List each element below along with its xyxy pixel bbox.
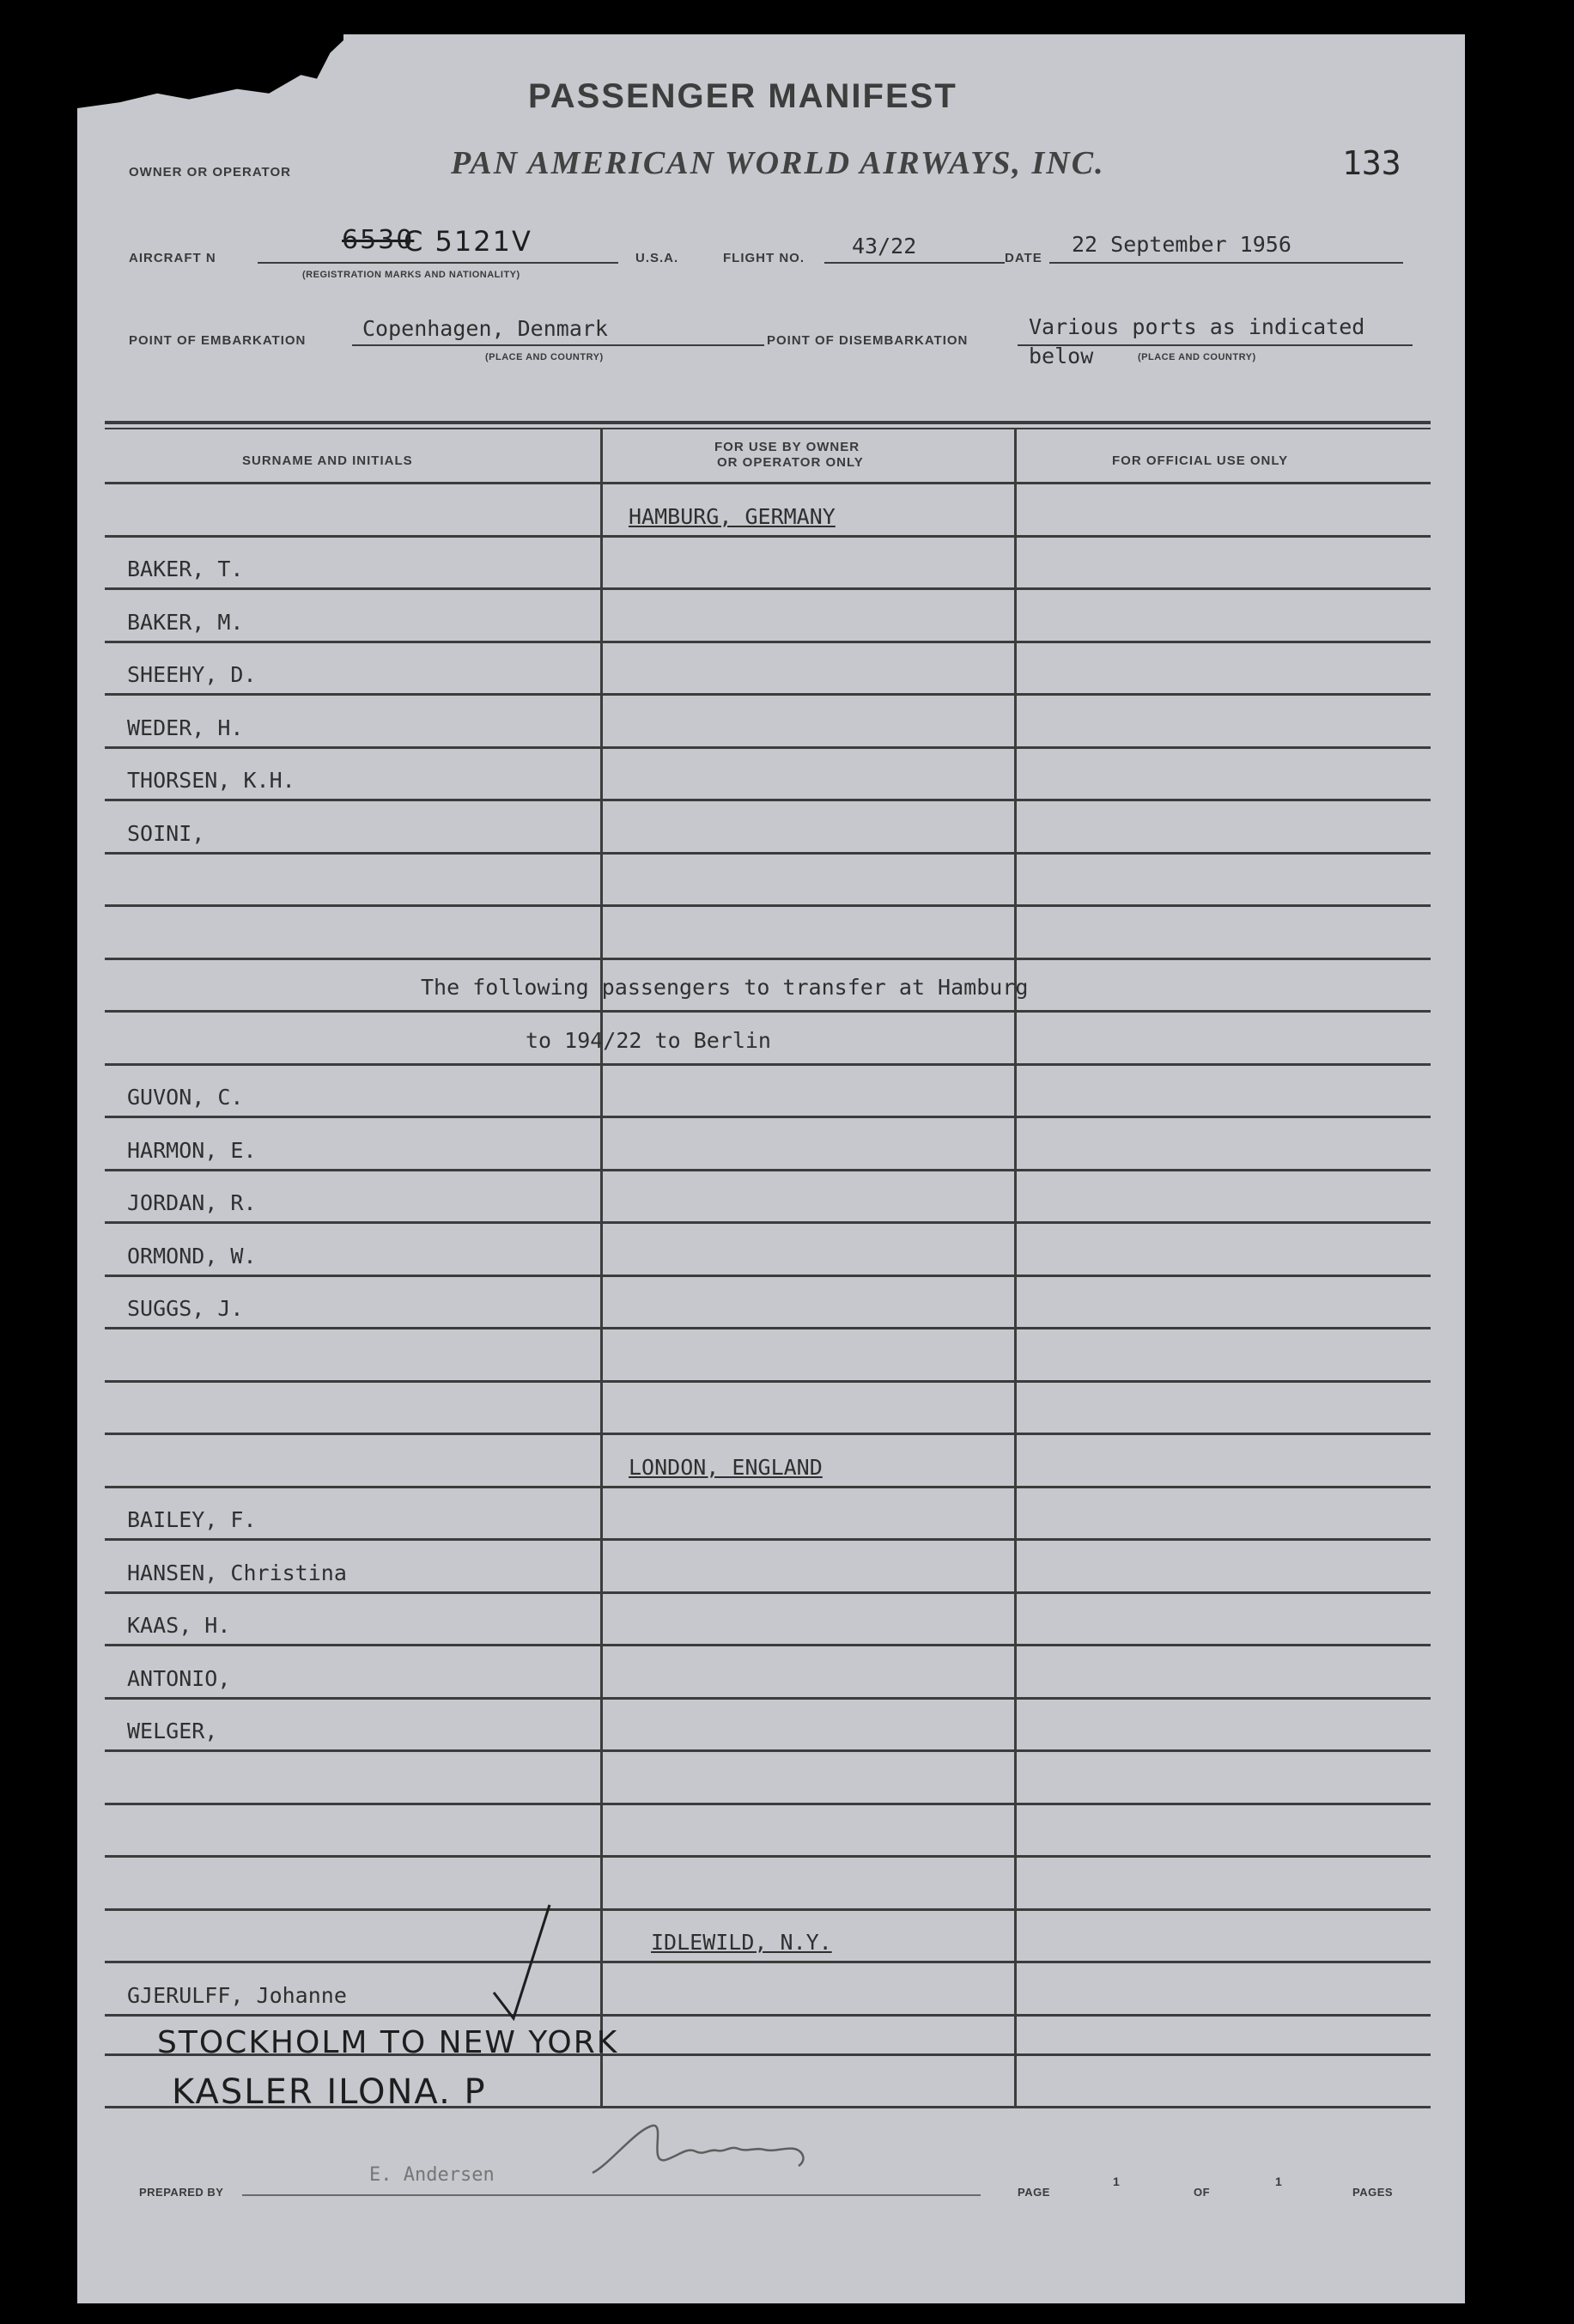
passenger-name: BAKER, T. [127, 557, 244, 581]
handwritten-passenger: KASLER ILONA. P [172, 2072, 487, 2112]
passenger-name: WELGER, [127, 1719, 218, 1743]
page-label: PAGE [1018, 2186, 1050, 2199]
passenger-name: ORMOND, W. [127, 1244, 257, 1268]
row-rule [105, 1221, 1431, 1224]
usa-label: U.S.A. [635, 251, 679, 265]
column-header-surname: SURNAME AND INITIALS [242, 453, 413, 468]
row-rule [105, 1908, 1431, 1911]
of-label: OF [1194, 2186, 1211, 2199]
row-rule [105, 2014, 1431, 2017]
row-rule [105, 1275, 1431, 1277]
passenger-name: HANSEN, Christina [127, 1560, 347, 1585]
row-rule [105, 535, 1431, 538]
passenger-name: SUGGS, J. [127, 1296, 244, 1321]
row-rule [105, 799, 1431, 801]
passenger-name: GUVON, C. [127, 1085, 244, 1110]
of-value: 1 [1275, 2175, 1283, 2188]
flight-number: 43/22 [852, 234, 917, 259]
row-rule [105, 1486, 1431, 1488]
destination-heading: LONDON, ENGLAND [629, 1455, 823, 1480]
passenger-name: KAAS, H. [127, 1613, 231, 1638]
prepared-by-underline [242, 2194, 981, 2196]
disembarkation-label: POINT OF DISEMBARKATION [767, 333, 969, 348]
row-rule [105, 852, 1431, 855]
row-rule [105, 641, 1431, 643]
row-rule [105, 1010, 1431, 1013]
row-rule [105, 1591, 1431, 1594]
prepared-by-value: E. Andersen [369, 2164, 495, 2186]
page-number: 133 [1342, 144, 1401, 182]
embarkation-label: POINT OF EMBARKATION [129, 333, 307, 348]
passenger-name: BAILEY, F. [127, 1507, 257, 1532]
row-rule [105, 1433, 1431, 1435]
row-rule [105, 746, 1431, 749]
flight-label: FLIGHT NO. [723, 251, 805, 265]
destination-heading: HAMBURG, GERMANY [629, 504, 836, 529]
header-row-rule [105, 482, 1431, 484]
row-rule [105, 1961, 1431, 1963]
prepared-by-label: PREPARED BY [139, 2186, 224, 2199]
passenger-name: JORDAN, R. [127, 1190, 257, 1215]
row-rule [105, 1169, 1431, 1171]
date-label: DATE [1005, 251, 1042, 265]
passenger-name: SHEEHY, D. [127, 662, 257, 687]
row-rule [105, 1327, 1431, 1329]
row-rule [105, 904, 1431, 907]
passenger-name: HARMON, E. [127, 1138, 257, 1163]
page-value: 1 [1113, 2175, 1121, 2188]
row-rule [105, 1749, 1431, 1752]
row-rule [105, 1803, 1431, 1805]
passenger-name: ANTONIO, [127, 1666, 231, 1691]
passenger-name: GJERULFF, Johanne [127, 1983, 347, 2008]
column-header-owner-line1: FOR USE BY OWNER [714, 440, 860, 454]
row-rule [105, 958, 1431, 960]
row-rule [105, 1644, 1431, 1646]
page-title: PASSENGER MANIFEST [528, 77, 957, 115]
handwritten-route: STOCKHOLM TO NEW YORK [157, 2025, 619, 2060]
table-top-rule [105, 421, 1431, 424]
destination-heading: IDLEWILD, N.Y. [651, 1930, 832, 1955]
owner-name: PAN AMERICAN WORLD AIRWAYS, INC. [451, 145, 1105, 181]
row-rule [105, 693, 1431, 696]
passenger-name: SOINI, [127, 821, 205, 846]
row-rule [105, 1063, 1431, 1066]
owner-label: OWNER OR OPERATOR [129, 165, 291, 179]
check-mark-icon [481, 1898, 567, 2027]
disembarkation-line2: below [1029, 344, 1094, 368]
embarkation-value: Copenhagen, Denmark [362, 316, 608, 341]
embarkation-underline [352, 344, 764, 346]
passenger-name: THORSEN, K.H. [127, 768, 295, 793]
row-rule [105, 1538, 1431, 1541]
table-top-rule-2 [105, 428, 1431, 429]
passenger-name: WEDER, H. [127, 715, 244, 740]
row-rule [105, 1697, 1431, 1700]
date-value: 22 September 1956 [1072, 232, 1291, 257]
registration-caption: (REGISTRATION MARKS AND NATIONALITY) [302, 270, 520, 280]
row-rule [105, 1380, 1431, 1383]
aircraft-crossed-out: 6530 [342, 225, 415, 255]
date-underline [1049, 262, 1403, 264]
passenger-name: BAKER, M. [127, 610, 244, 635]
flight-underline [824, 262, 1005, 264]
disembarkation-caption: (PLACE AND COUNTRY) [1138, 352, 1256, 362]
row-rule [105, 1855, 1431, 1858]
row-rule [105, 1116, 1431, 1118]
disembarkation-line1: Various ports as indicated [1029, 314, 1365, 339]
aircraft-label: AIRCRAFT N [129, 251, 216, 265]
transfer-note-line1: The following passengers to transfer at Hamburg [421, 975, 1029, 1000]
pages-label: PAGES [1352, 2186, 1394, 2199]
column-header-official: FOR OFFICIAL USE ONLY [1112, 453, 1289, 468]
aircraft-underline [258, 262, 618, 264]
signature-icon [584, 2113, 816, 2190]
embarkation-caption: (PLACE AND COUNTRY) [485, 352, 604, 362]
transfer-note-line2: to 194/22 to Berlin [526, 1028, 771, 1053]
row-rule [105, 587, 1431, 590]
aircraft-registration: C 5121V [404, 225, 532, 258]
column-header-owner-line2: OR OPERATOR ONLY [717, 455, 864, 470]
